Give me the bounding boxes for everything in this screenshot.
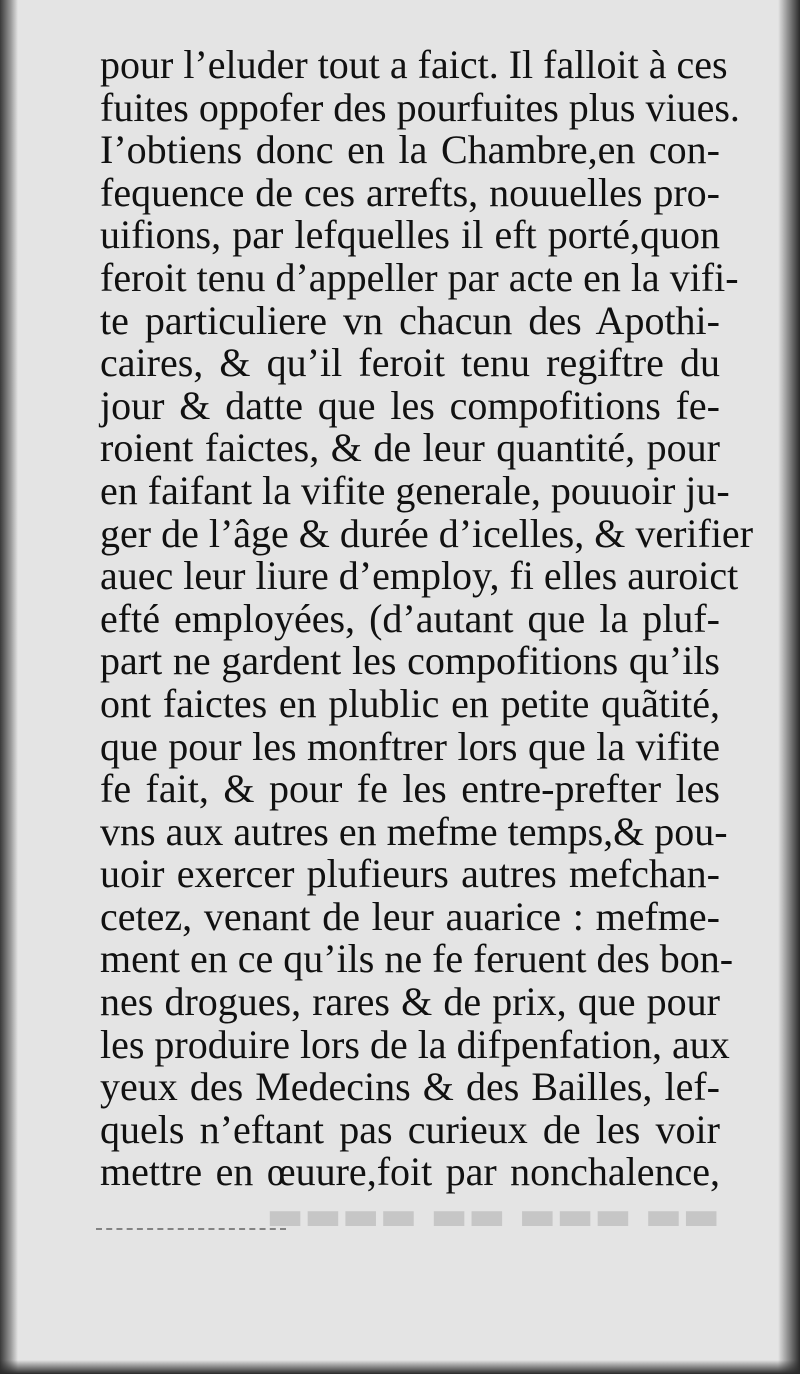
page-edge-right [778,0,800,1374]
text-line: jour & datte que les compofitions fe- [100,382,720,428]
text-line: cetez, venant de leur auarice : mefme- [100,893,720,939]
body-text [100,42,754,1195]
text-line: nes drogues, rares & de prix, que pour [100,979,720,1025]
show-through-bleed: ▬▬ ▬▬▬ ▬▬ ▬▬▬▬ [266,1196,720,1239]
text-line: mettre en œuure,foit par nonchalence, [100,1149,720,1195]
text-line: caires, & qu’il feroit tenu regiftre du [100,340,720,386]
text-line: efté employées, (d’autant que la pluf- [100,595,720,641]
text-line: fuites oppofer des pourfuites plus viues. [100,84,740,130]
text-line: uoir exercer plufieurs autres mefchan- [100,851,720,897]
text-line: fe fait, & pour fe les entre-prefter les [100,766,720,812]
text-line: en faifant la vifite generale, pouuoir ju- [100,467,730,513]
text-line: auec leur liure d’employ, fi elles auroict [100,553,739,599]
page-edge-left [0,0,18,1374]
underline-rule [96,1228,286,1230]
text-line: ont faictes en plublic en petite quãtité, [100,680,720,726]
text-line: I’obtiens donc en la Chambre,en con- [100,127,720,173]
page-edge-bottom [0,1360,800,1374]
text-line: feroit tenu d’appeller par acte en la vifi- [100,254,739,300]
text-line: vns aux autres en mefme temps,& pou- [100,808,728,854]
text-line: yeux des Medecins & des Bailles, lef- [100,1064,720,1110]
text-line: les produire lors de la difpenfation, aux [100,1021,730,1067]
text-line: part ne gardent les compofitions qu’ils [100,638,720,684]
text-line: fequence de ces arrefts, nouuelles pro- [100,169,720,215]
text-line: te particuliere vn chacun des Apothi- [100,297,720,343]
text-line: ment en ce qu’ils ne fe feruent des bon- [100,936,734,982]
text-line: que pour les monftrer lors que la vifite [100,723,720,769]
text-line: uifions, par lefquelles il eft porté,quon [100,212,720,258]
text-line: pour l’eluder tout a faict. Il falloit à ces [100,42,728,87]
text-line: ger de l’âge & durée d’icelles, & verifier [100,510,754,556]
text-line: quels n’eftant pas curieux de les voir [100,1106,720,1152]
text-line: roient faictes, & de leur quantité, pour [100,425,720,471]
